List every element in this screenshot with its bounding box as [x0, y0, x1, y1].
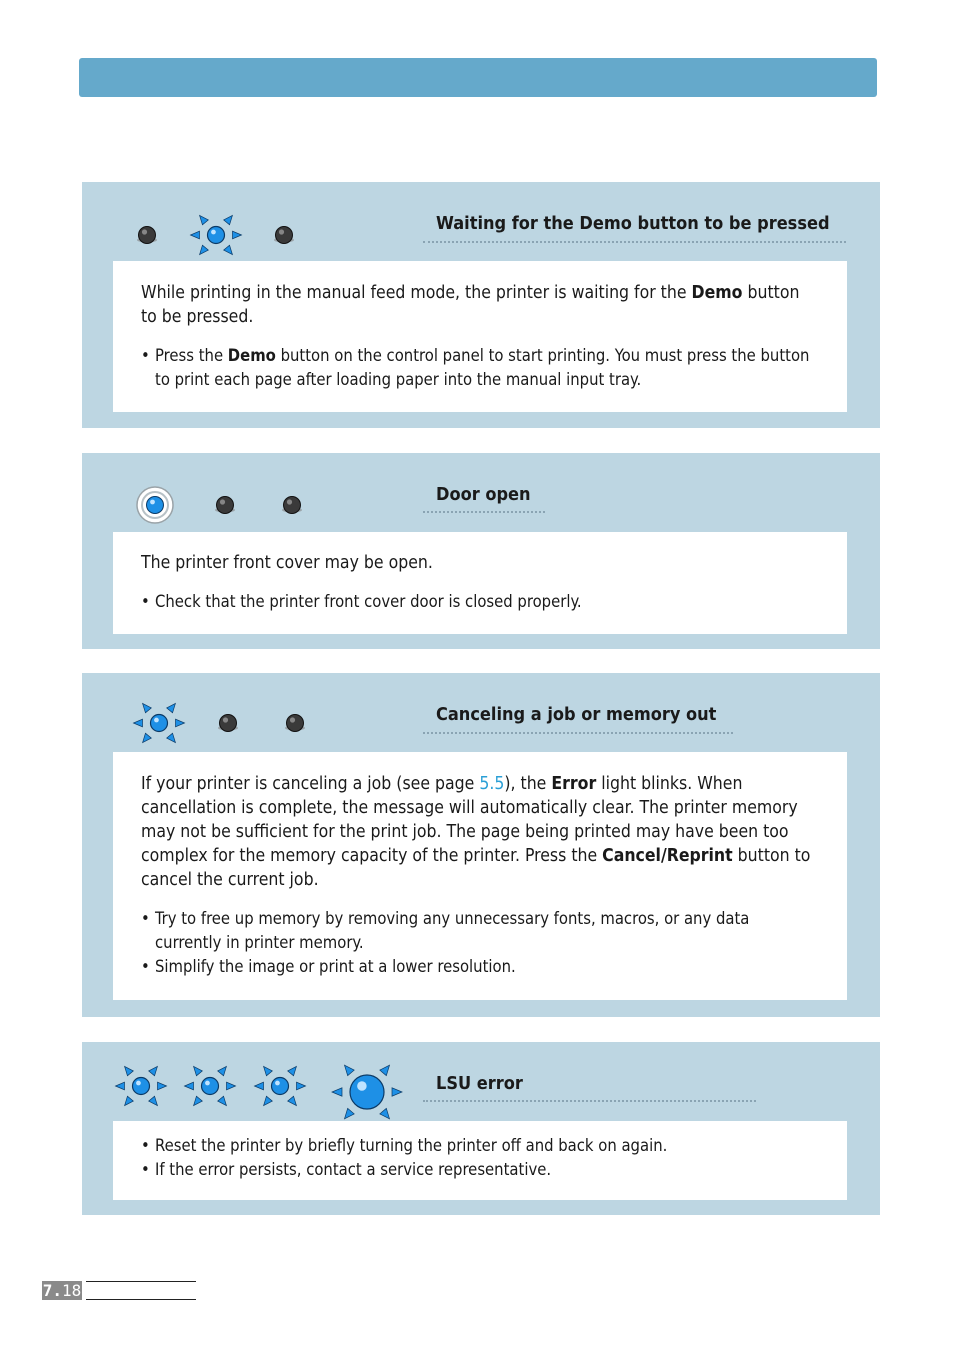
text-run: Try to free up memory by removing any unnecessary fonts, macros, or any data currently in printer memory.	[155, 909, 750, 952]
text-run: Simplify the image or print at a lower resolution.	[155, 957, 516, 976]
bullet-item	[141, 955, 819, 979]
bullet-list	[141, 344, 819, 392]
bullet-item	[141, 590, 819, 614]
section-canceling-job	[82, 673, 880, 1017]
led-off-icon	[264, 477, 320, 533]
text-run: light blinks. When cancellation is complete, the message will automatically clear. The printer memory may not be sufficient for the print job. The page being printed may have been too complex for the memory capacity of the printer. Press the	[141, 774, 798, 866]
text-run: Press the	[155, 346, 228, 365]
led-blink-icon	[188, 207, 244, 263]
bold-term: Demo	[691, 283, 743, 303]
led-off-icon	[256, 207, 312, 263]
section-body	[113, 261, 847, 412]
section-lsu-error	[82, 1042, 880, 1215]
page-number: 18	[62, 1281, 82, 1300]
chapter-number: 7.	[42, 1281, 62, 1300]
footer-rule	[86, 1281, 196, 1300]
section-body	[113, 1121, 847, 1200]
led-on-icon	[127, 477, 183, 533]
bold-term: Cancel/Reprint	[602, 846, 733, 866]
bullet-item	[141, 907, 819, 955]
section-paragraph	[141, 551, 819, 575]
title-underline	[423, 732, 733, 734]
title-underline	[423, 511, 545, 513]
section-title: Waiting for the Demo button to be pressed	[436, 213, 830, 234]
section-body	[113, 532, 847, 634]
chapter-header-bar	[79, 58, 877, 97]
bold-term: Error	[551, 774, 597, 794]
section-paragraph	[141, 772, 819, 892]
bold-term: Demo	[227, 346, 276, 365]
led-blink-large-icon	[329, 1054, 405, 1130]
led-blink-icon	[252, 1058, 308, 1114]
page-number-badge	[42, 1281, 82, 1300]
bullet-item	[141, 344, 819, 392]
text-run: If the error persists, contact a service representative.	[155, 1160, 552, 1179]
section-paragraph	[141, 281, 819, 329]
led-blink-icon	[182, 1058, 238, 1114]
bullet-list	[141, 907, 819, 979]
text-run: While printing in the manual feed mode, the printer is waiting for the	[141, 283, 692, 303]
bullet-list	[141, 1134, 819, 1182]
section-title: Canceling a job or memory out	[436, 704, 717, 725]
bullet-item	[141, 1134, 819, 1158]
led-off-icon	[197, 477, 253, 533]
section-title: Door open	[436, 484, 531, 505]
led-blink-icon	[113, 1058, 169, 1114]
text-run: Reset the printer by briefly turning the printer off and back on again.	[155, 1136, 668, 1155]
led-off-icon	[119, 207, 175, 263]
text-run: button to be pressed.	[141, 283, 800, 327]
bullet-item	[141, 1158, 819, 1182]
section-demo-wait	[82, 182, 880, 428]
section-title: LSU error	[436, 1073, 523, 1094]
section-body	[113, 752, 847, 1000]
text-run: button to cancel the current job.	[141, 846, 811, 890]
text-run: button on the control panel to start printing. You must press the button to print each page after loading paper into the manual input tray.	[155, 346, 810, 389]
led-off-icon	[267, 695, 323, 751]
text-run: Check that the printer front cover door is closed properly.	[155, 592, 582, 611]
led-off-icon	[200, 695, 256, 751]
title-underline	[423, 241, 846, 243]
led-blink-icon	[131, 695, 187, 751]
bullet-list	[141, 590, 819, 614]
text-run: The printer front cover may be open.	[141, 553, 433, 573]
text-run: If your printer is canceling a job (see page	[141, 774, 480, 794]
page-reference-link[interactable]: 5.5	[479, 774, 505, 794]
text-run: ), the	[504, 774, 552, 794]
section-door-open	[82, 453, 880, 649]
title-underline	[423, 1100, 756, 1102]
